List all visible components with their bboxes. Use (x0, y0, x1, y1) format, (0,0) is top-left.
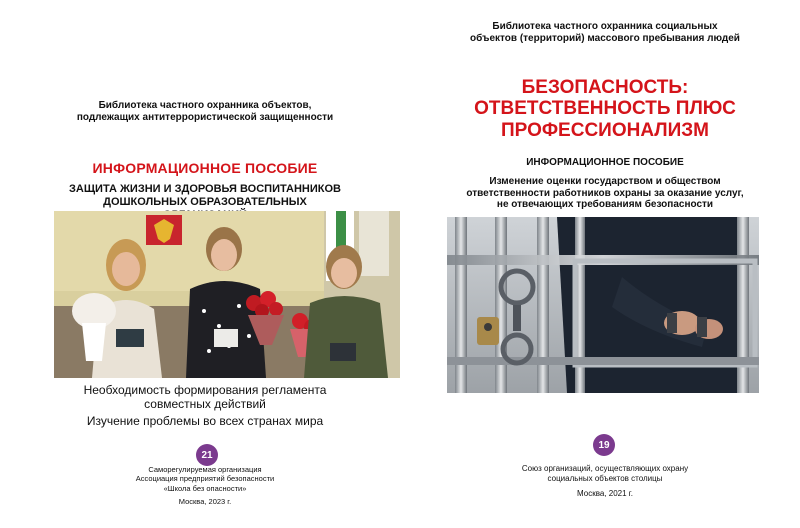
right-city-year: Москва, 2021 г. (577, 488, 633, 498)
left-publisher-line-2: Ассоциация предприятий безопасности (135, 474, 275, 484)
left-publisher-line-3: «Школа без опасности» (163, 483, 247, 493)
left-subtitle-line-2: ДОШКОЛЬНЫХ ОБРАЗОВАТЕЛЬНЫХ (103, 196, 307, 209)
left-publisher (100, 465, 310, 507)
left-library-line-2: подлежащих антитеррористической защищенности (76, 112, 334, 123)
right-subtitle-line-1: Изменение оценки государством и обществом (489, 176, 721, 187)
right-publisher (480, 464, 730, 499)
right-issue-number-badge: 19 (593, 434, 615, 456)
right-subtitle (450, 176, 760, 211)
left-library-line-1: Библиотека частного охранника объектов, (98, 100, 312, 111)
right-book-cover (400, 0, 800, 528)
left-body-text-1 (60, 383, 350, 412)
right-subtitle-line-3: не отвечающих требованиям безопасности (496, 199, 714, 210)
right-library-line-1: Библиотека частного охранника социальных (492, 21, 718, 32)
right-publisher-line-2: социальных объектов столицы (547, 474, 663, 484)
right-title-line-3: ПРОФЕССИОНАЛИЗМ (500, 119, 710, 141)
right-publisher-line-1: Союз организаций, осуществляющих охрану (521, 464, 689, 473)
left-library-series (60, 100, 350, 124)
right-title-line-1: БЕЗОПАСНОСТЬ: (521, 77, 689, 98)
handcuffs-prison-bars-photo (447, 217, 759, 393)
left-city-year: Москва, 2023 г. (178, 497, 232, 507)
right-library-series (460, 21, 750, 45)
right-library-line-2: объектов (территорий) массового пребывания людей (470, 33, 740, 44)
right-title-line-2: ОТВЕТСТВЕННОСТЬ ПЛЮС (474, 98, 736, 120)
left-doc-type: ИНФОРМАЦИОННОЕ ПОСОБИЕ (92, 160, 318, 176)
left-issue-number-badge: 21 (196, 444, 218, 466)
right-title (450, 77, 760, 141)
award-ceremony-photo (54, 211, 404, 378)
left-body-line-1: Необходимость формирования регламента (83, 383, 327, 397)
left-subtitle-line-1: ЗАЩИТА ЖИЗНИ И ЗДОРОВЬЯ ВОСПИТАННИКОВ (69, 183, 341, 195)
left-body-text-2: Изучение проблемы во всех странах мира (86, 414, 324, 428)
right-doc-type: ИНФОРМАЦИОННОЕ ПОСОБИЕ (526, 157, 684, 168)
left-body-line-2: совместных действий (144, 397, 266, 412)
left-publisher-line-1: Саморегулируемая организация (148, 465, 262, 474)
right-subtitle-line-2: ответственности работников охраны за оказание услуг, (466, 187, 744, 199)
